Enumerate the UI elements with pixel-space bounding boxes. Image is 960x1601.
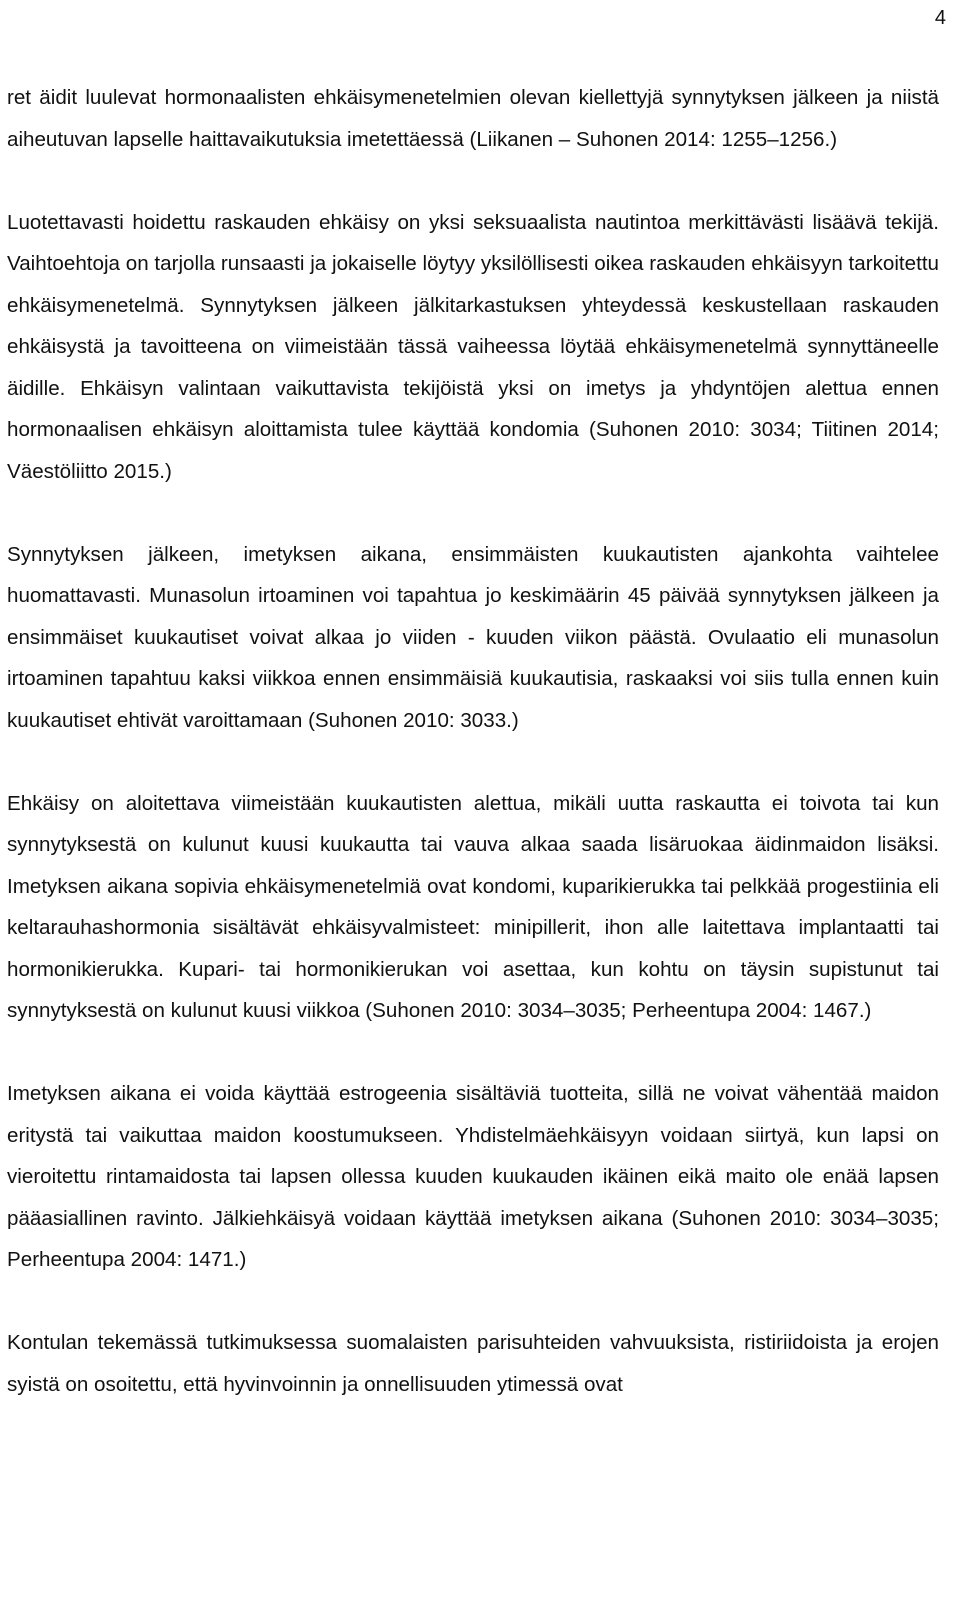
paragraph: Imetyksen aikana ei voida käyttää estrogeenia sisältäviä tuotteita, sillä ne voivat vähentää maidon eritystä tai vaikuttaa maidon koostumukseen. Yhdistelmäehkäisyyn voidaan siirtyä, kun lapsi on vieroitettu rintamaidosta tai lapsen ollessa kuuden kuukauden ikäinen eikä maito ole enää lapsen pääasiallinen ravinto. Jälkiehkäisyä voidaan käyttää imetyksen aikana (Suhonen 2010: 3034–3035; Perheentupa 2004: 1471.) — [7, 1082, 939, 1271]
paragraph: Luotettavasti hoidettu raskauden ehkäisy on yksi seksuaalista nautintoa merkittävästi lisäävä tekijä. Vaihtoehtoja on tarjolla runsaasti ja jokaiselle löytyy yksilöllisesti oikea raskauden ehkäisyyn tarkoitettu ehkäisymenetelmä. Synnytyksen jälkeen jälkitarkastuksen yhteydessä keskustellaan raskauden ehkäisystä ja tavoitteena on viimeistään tässä vaiheessa löytää ehkäisymenetelmä synnyttäneelle äidille. Ehkäisyn valintaan vaikuttavista tekijöistä yksi on imetys ja yhdyntöjen alettua ennen hormonaalisen ehkäisyn aloittamista tulee käyttää kondomia (Suhonen 2010: 3034; Tiitinen 2014; Väestöliitto 2015.) — [7, 210, 939, 483]
paragraph: Kontulan tekemässä tutkimuksessa suomalaisten parisuhteiden vahvuuksista, ristiriidoista ja erojen syistä on osoitettu, että hyvinvoinnin ja onnellisuuden ytimessä ovat — [7, 1331, 939, 1396]
page-number: 4 — [934, 7, 946, 29]
paragraph: Synnytyksen jälkeen, imetyksen aikana, ensimmäisten kuukautisten ajankohta vaihtelee huomattavasti. Munasolun irtoaminen voi tapahtua jo keskimäärin 45 päivää synnytyksen jälkeen ja ensimmäiset kuukautiset voivat alkaa jo viiden - kuuden viikon päästä. Ovulaatio eli munasolun irtoaminen tapahtuu kaksi viikkoa ennen ensimmäisiä kuukautisia, raskaaksi voi siis tulla ennen kuin kuukautiset ehtivät varoittamaan (Suhonen 2010: 3033.) — [7, 542, 939, 732]
paragraph: Ehkäisy on aloitettava viimeistään kuukautisten alettua, mikäli uutta raskautta ei toivota tai kun synnytyksestä on kulunut kuusi kuukautta tai vauva alkaa saada lisäruokaa äidinmaidon lisäksi. Imetyksen aikana sopivia ehkäisymenetelmiä ovat kondomi, kuparikierukka tai pelkkää progestiinia eli keltarauhashormonia sisältävät ehkäisyvalmisteet: minipillerit, ihon alle laitettava implantaatti tai hormonikierukka. Kupari- tai hormonikierukan voi asettaa, kun kohtu on täysin supistunut tai synnytyksestä on kulunut kuusi viikkoa (Suhonen 2010: 3034–3035; Perheentupa 2004: 1467.) — [7, 791, 939, 1022]
document-body — [7, 77, 939, 1405]
paragraph: ret äidit luulevat hormonaalisten ehkäisymenetelmien olevan kiellettyjä synnytyksen jälkeen ja niistä aiheutuvan lapselle haittavaikutuksia imetettäessä (Liikanen – Suhonen 2014: 1255–1256.) — [7, 86, 939, 151]
